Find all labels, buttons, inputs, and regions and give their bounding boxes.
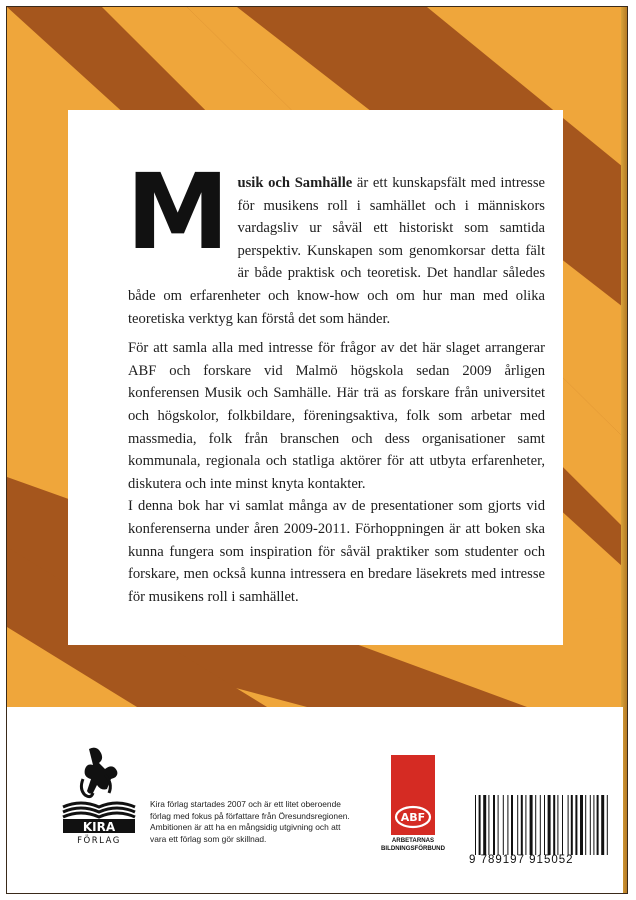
abf-logo-text: ABF: [400, 811, 426, 824]
barcode-bar: [557, 795, 558, 855]
barcode-bar: [540, 795, 541, 855]
barcode-bar: [607, 795, 608, 855]
paragraph-3: I denna bok har vi samlat många av de presentationer som gjorts vid konferenserna under åren 2009-2011. Förhoppningen är att boken ska kunna fungera som inspiration för såväl praktiker som studenter och forskare, men också kunna intressera en bredare läsekrets med intresse för musikens roll i samhället.: [128, 498, 545, 605]
isbn-barcode: [473, 795, 613, 855]
publisher-blurb: [150, 799, 365, 845]
barcode-bar: [580, 795, 583, 855]
blurb-line: Ambitionen är att ha en mångsidig utgivning och att: [150, 822, 341, 833]
barcode-bar: [488, 795, 489, 855]
book-back-cover: [6, 6, 628, 894]
barcode-bar: [585, 795, 586, 855]
barcode-bar: [521, 795, 523, 855]
barcode-bar: [479, 795, 481, 855]
kira-forlag-logo: [59, 745, 139, 845]
barcode-bar: [503, 795, 504, 855]
barcode-bar: [535, 795, 536, 855]
paragraph-2: För att samla alla med intresse för frågor av det här slaget arrangerar ABF och forskare vid Malmö högskola sedan 2009 årligen konferensen Musik och Samhälle. Här trä as forskare från universitet och högskolor, folkbildare, föreningsaktiva, folk som arbetar med massmedia, folk från branschen och dess organisationer samt kommunala, regionala och statliga aktörer för att utbyta erfarenheter, diskutera och inte minst knyta kontakter.: [128, 340, 545, 492]
barcode-bar: [511, 795, 513, 855]
barcode-bar: [544, 795, 545, 855]
paragraph-1-text: är ett kunskapsfält med intresse för musikens roll i samhället och i människors vardagsliv ur såväl ett historiskt som samtida perspektiv. Kunskapen som genomkorsar detta fält är både praktisk och teoretisk. Det handlar således både om erfarenheter och know-how och om hur man med olika teoretiska verktyg kan förstå det som händer.: [128, 175, 545, 327]
barcode-bar: [593, 795, 594, 855]
blurb-line: förlag med fokus på författare från Öresundsregionen.: [150, 810, 350, 821]
barcode-bar: [507, 795, 508, 855]
publisher-footer: [7, 707, 623, 893]
abf-caption: [377, 837, 449, 852]
barcode-bar: [493, 795, 495, 855]
barcode-bar: [590, 795, 591, 855]
barcode-bar: [553, 795, 555, 855]
barcode-bar: [562, 795, 563, 855]
abf-caption-line-1: ARBETARNAS: [391, 837, 435, 844]
blurb-line: Kira förlag startades 2007 och är ett litet oberoende: [150, 799, 341, 809]
barcode-bar: [597, 795, 599, 855]
barcode-bar: [601, 795, 604, 855]
barcode-bar: [517, 795, 518, 855]
kira-logo-subword: FÖRLAG: [77, 836, 121, 845]
drop-cap: M: [126, 151, 230, 273]
blurb-line: vara ett förlag som gör skillnad.: [150, 833, 267, 844]
barcode-bar: [498, 795, 499, 855]
barcode-bar: [525, 795, 526, 855]
description-panel: [68, 110, 563, 645]
barcode-bar: [530, 795, 533, 855]
barcode-bar: [568, 795, 569, 855]
barcode-bar: [548, 795, 551, 855]
isbn-number: 9 789197 915052: [469, 854, 574, 866]
barcode-bar: [483, 795, 486, 855]
barcode-bar: [575, 795, 577, 855]
paragraph-1: [126, 151, 545, 330]
barcode-bar: [571, 795, 573, 855]
kira-logo-word: KIRA: [82, 820, 116, 834]
lead-title: usik och Samhälle: [237, 175, 353, 191]
barcode-bar: [475, 795, 476, 855]
abf-caption-line-2: BILDNINGSFÖRBUND: [381, 844, 445, 852]
